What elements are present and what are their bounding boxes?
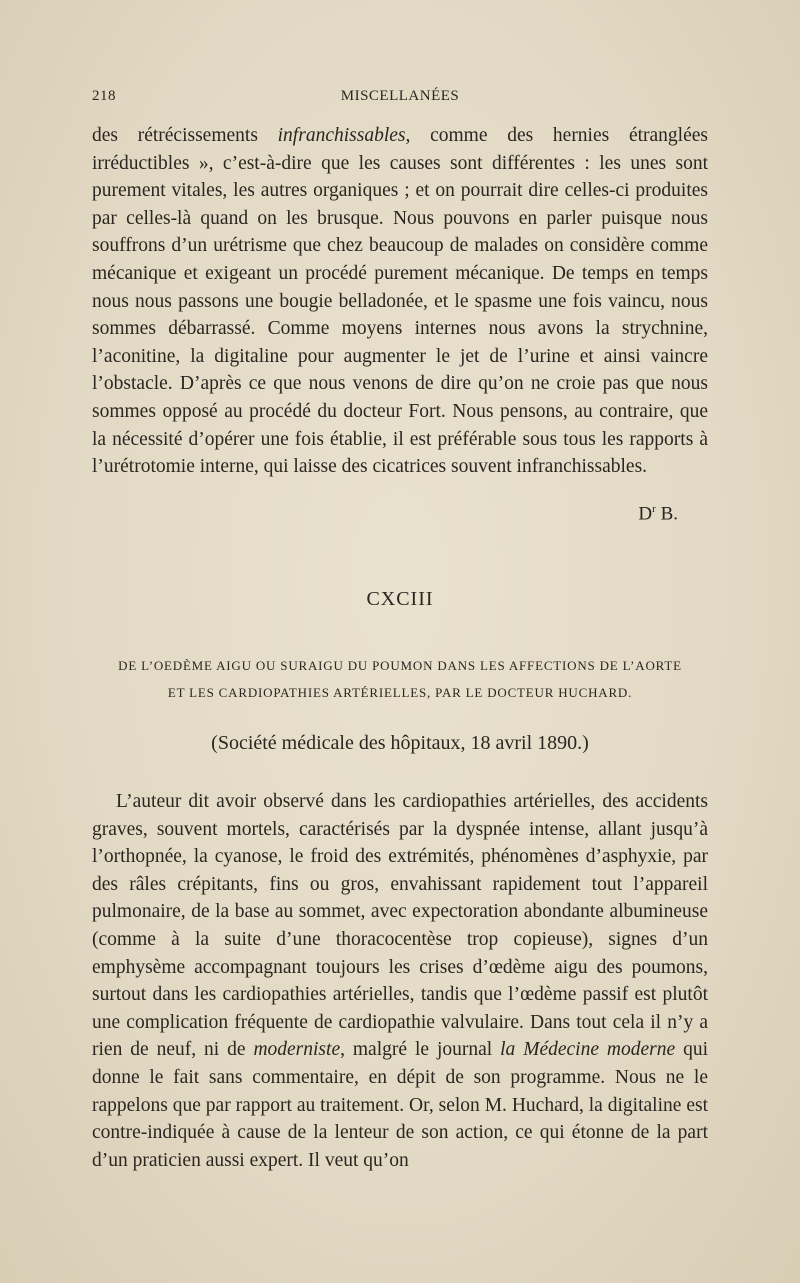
paragraph-text: des rétrécissements — [92, 125, 278, 146]
section-title-line: DE L’OEDÈME AIGU OU SURAIGU DU POUMON DANS LES AFFECTIONS DE L’AORTE — [118, 658, 682, 673]
author-signature — [92, 503, 708, 525]
page-header — [92, 88, 708, 112]
running-title: MISCELLANÉES — [340, 88, 460, 104]
signature-superscript: r — [652, 503, 656, 515]
paragraph-main — [92, 788, 708, 1174]
page-number: 218 — [92, 88, 116, 104]
section-number: CXCIII — [366, 588, 434, 610]
signature-name: B. — [655, 503, 678, 525]
paragraph-text: qui donne le fait sans commentaire, en dépit de son programme. Nous ne le rappelons que par rapport au traitement. Or, selon M. Huchard, la digitaline est contre-indiquée à cause de la lenteur de son action, ce qui étonne de la part d’un praticien aussi expert. Il veut qu’on — [92, 1039, 708, 1171]
section-title — [92, 652, 708, 706]
paragraph-text: , comme des hernies étranglées irréductibles », c’est-à-dire que les causes sont différentes : les unes sont purement vitales, les autres organiques ; et on pourrait dire celles-ci produites par celles-là quand on les brusque. Nous pouvons en parler puisque nous souffrons d’un urétrisme que chez beaucoup de malades on considère comme mécanique et exigeant un procédé purement mécanique. De temps en temps nous nous passons une bougie belladonée, et le spasme une fois vaincu, nous sommes débarrassé. Comme moyens internes nous avons la strychnine, l’aconitine, la digitaline pour augmenter le jet de l’urine et ainsi vaincre l’obstacle. D’après ce que nous venons de dire qu’on ne croie pas que nous sommes opposé au procédé du docteur Fort. Nous pensons, au contraire, que la nécessité d’opérer une fois établie, il est préférable sous tous les rapports à l’urétrotomie interne, qui laisse des cicatrices souvent infranchissables. — [92, 125, 708, 478]
section-source: (Société médicale des hôpitaux, 18 avril 1890.) — [211, 732, 589, 754]
emphasis-text: la Médecine moderne — [500, 1039, 676, 1061]
emphasis-text: moderniste — [253, 1039, 341, 1061]
section-title-line: ET LES CARDIOPATHIES ARTÉRIELLES, PAR LE DOCTEUR HUCHARD. — [167, 685, 633, 700]
emphasis-text: infranchissables — [277, 125, 406, 146]
paragraph-continued — [92, 122, 708, 481]
paragraph-text: , malgré le journal — [340, 1039, 501, 1061]
signature-title: D — [638, 503, 653, 525]
paragraph-text: L’auteur dit avoir observé dans les cardiopathies artérielles, des accidents graves, souvent mortels, caractérisés par la dyspnée intense, allant jusqu’à l’orthopnée, la cyanose, le froid des extrémités, phénomènes d’asphyxie, par des râles crépitants, fins ou gros, envahissant rapidement tout l’appareil pulmonaire, de la base au sommet, avec expectoration abondante albumineuse (comme à la suite d’une thoracocentèse trop copieuse), signes d’un emphysème accompagnant toujours les crises d’œdème aigu des poumons, surtout dans les cardiopathies artérielles, tandis que l’œdème passif est plutôt une complication fréquente de cardiopathie valvulaire. Dans tout cela il n’y a rien de neuf, ni de — [92, 791, 708, 1061]
